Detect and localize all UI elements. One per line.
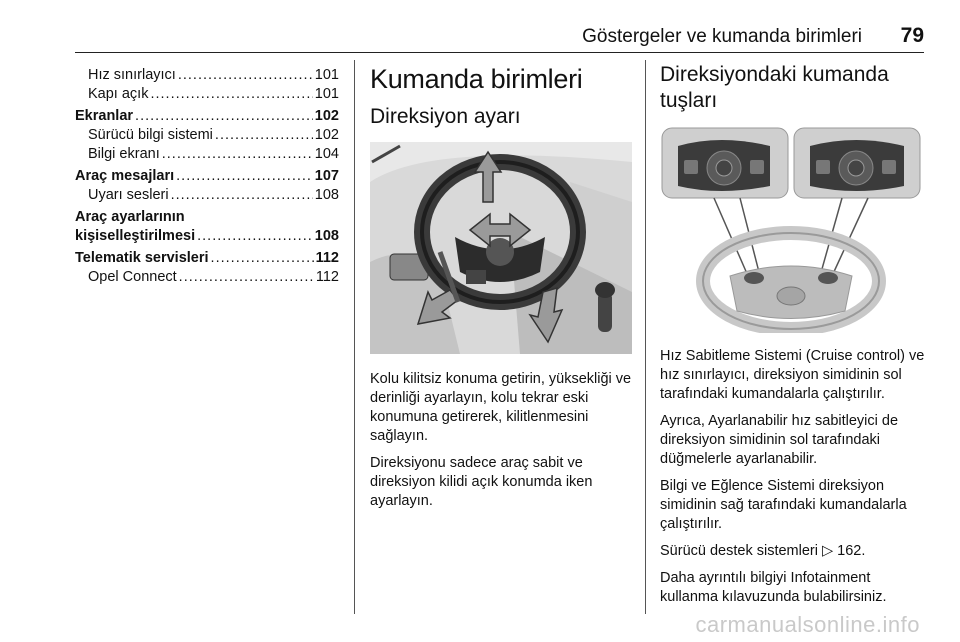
toc-entry[interactable]	[75, 227, 339, 246]
toc-entry[interactable]	[75, 107, 339, 126]
column-divider	[354, 60, 355, 614]
toc-label: Telematik servisleri	[75, 250, 209, 266]
steering-wheel-controls-illustration	[660, 126, 922, 333]
toc-entry[interactable]	[75, 66, 339, 85]
paragraph: Kolu kilitsiz konuma getirin, yüksekliği ve derinliği ayarlayın, kolu tekrar eski konumuna getirerek, kilitlenmesini sağlayın.	[370, 371, 632, 444]
cross-reference-page[interactable]: 162.	[837, 543, 866, 559]
paragraph: Hız Sabitleme Sistemi (Cruise control) ve hız sınırlayıcı, direksiyon simidinin sol tarafındaki kumandalarla çalıştırılır.	[660, 348, 925, 402]
section-heading: Kumanda birimleri	[370, 64, 583, 94]
page-number: 79	[900, 24, 924, 47]
toc-entry[interactable]	[75, 186, 339, 205]
toc-entry[interactable]	[75, 85, 339, 104]
paragraph: Daha ayrıntılı bilgiyi Infotainment kullanma kılavuzunda bulabilirsiniz.	[660, 570, 887, 605]
subsection-heading: Direksiyon ayarı	[370, 105, 521, 128]
toc-page: 112	[315, 269, 339, 285]
page-header	[75, 22, 924, 53]
toc-label: Araç mesajları	[75, 168, 175, 184]
toc-entry[interactable]	[75, 126, 339, 145]
steering-wheel-controls-section	[660, 62, 930, 615]
toc-label-line: Araç ayarlarının	[75, 209, 185, 225]
steering-adjustment-section	[370, 62, 635, 519]
toc-page: 101	[314, 67, 339, 83]
column-divider	[645, 60, 646, 614]
toc-label: Ekranlar	[75, 108, 134, 124]
table-of-contents	[75, 66, 339, 287]
toc-label: Opel Connect	[88, 269, 177, 285]
toc-entry[interactable]	[75, 268, 339, 287]
toc-label: Sürücü bilgi sistemi	[88, 127, 213, 143]
toc-entry[interactable]	[75, 167, 339, 186]
toc-page: 102	[314, 108, 339, 124]
arrow-right-icon: ▷	[821, 543, 834, 559]
paragraph: Direksiyonu sadece araç sabit ve direksiyon kilidi açık konumda iken ayarlayın.	[370, 455, 593, 509]
paragraph: Bilgi ve Eğlence Sistemi direksiyon simidinin sağ tarafındaki kumandalarla çalıştırılır.	[660, 478, 907, 532]
toc-label: Hız sınırlayıcı	[88, 67, 176, 83]
toc-label: Uyarı sesleri	[88, 187, 169, 203]
toc-label: Kapı açık	[88, 86, 149, 102]
toc-page: 108	[314, 187, 339, 203]
toc-label: kişiselleştirilmesi	[75, 228, 196, 244]
toc-page: 104	[314, 146, 339, 162]
cross-reference-text: Sürücü destek sistemleri	[660, 543, 818, 559]
toc-page: 101	[314, 86, 339, 102]
toc-label: Bilgi ekranı	[88, 146, 160, 162]
toc-page: 107	[314, 168, 339, 184]
paragraph: Ayrıca, Ayarlanabilir hız sabitleyici de direksiyon simidinin sol tarafındaki düğmelerle ayarlanabilir.	[660, 413, 899, 467]
paragraph	[660, 542, 930, 561]
steering-adjust-illustration	[370, 142, 632, 354]
watermark: carmanualsonline.info	[695, 612, 920, 637]
toc-page: 112	[315, 250, 339, 266]
section-heading: Direksiyondaki kumanda tuşları	[660, 63, 889, 112]
toc-entry[interactable]	[75, 249, 339, 268]
toc-entry[interactable]	[75, 145, 339, 164]
toc-page: 102	[314, 127, 339, 143]
chapter-title: Göstergeler ve kumanda birimleri	[582, 26, 862, 47]
toc-page: 108	[314, 228, 339, 244]
